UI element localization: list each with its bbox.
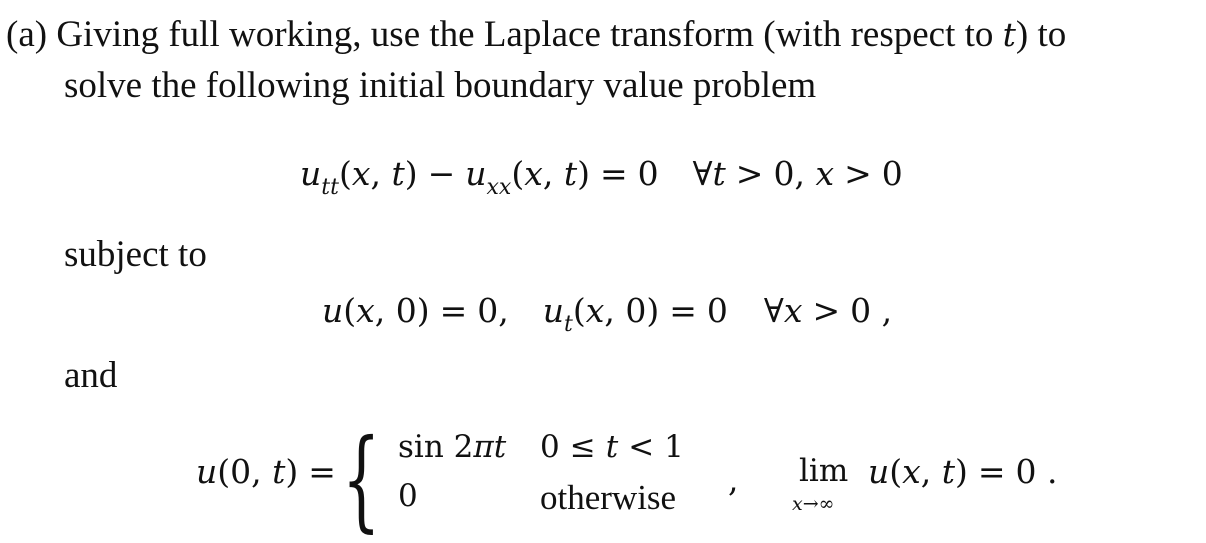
case-2-condition: otherwise <box>540 478 677 517</box>
limit-word: lim <box>799 453 849 489</box>
limit-rhs: u(x, t) = 0 . <box>868 452 1058 491</box>
intro-text: Giving full working, use the Laplace transform (with respect to <box>56 14 994 55</box>
pde-equation: $u_{tt}(x$, $t) - u_{xx}(x$, t) = 0 ∀t > 0, x > 0 <box>300 154 903 200</box>
intro-text-end: ) to <box>1015 14 1067 55</box>
question-intro-line-1 <box>6 16 1066 53</box>
and-label: and <box>64 355 118 396</box>
boundary-lhs: u(0, t) = <box>196 452 336 491</box>
initial-conditions: u(x, 0) = 0, $u_t(x$, 0) = 0 ∀x > 0 , <box>322 291 893 337</box>
subject-to-label: subject to <box>64 234 207 275</box>
case-2-expression: 0 <box>398 478 418 514</box>
case-1-expression: sin 2πt <box>398 429 507 465</box>
boundary-comma: , <box>728 460 739 499</box>
question-intro-line-2: solve the following initial boundary value problem <box>64 65 817 106</box>
case-1-condition: 0 ≤ t < 1 <box>540 429 684 465</box>
intro-variable: t <box>1002 15 1016 54</box>
piecewise-brace: { <box>342 415 381 543</box>
part-label: (a) <box>6 14 48 55</box>
limit-subscript: x→∞ <box>792 493 835 515</box>
